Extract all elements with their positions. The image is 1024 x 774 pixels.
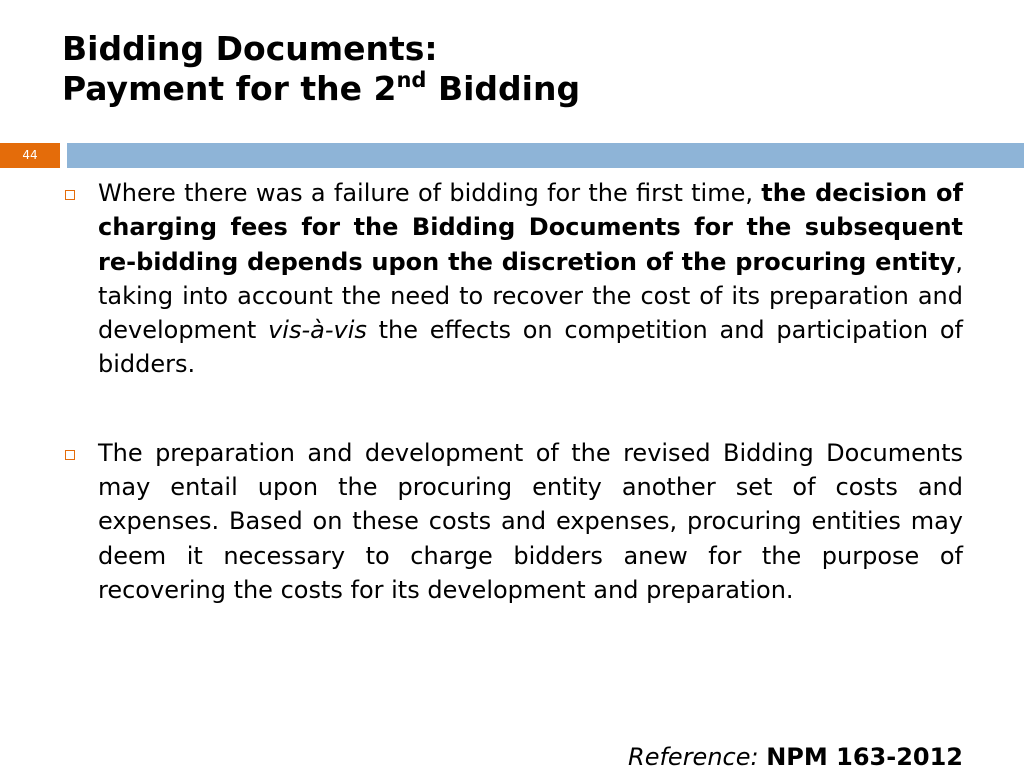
slide-body bbox=[60, 176, 963, 607]
slide-number-badge bbox=[0, 143, 60, 168]
bullet-text-2: The preparation and development of the revised Bidding Documents may entail upon the procuring entity another set of costs and expenses. Based on these costs and expenses, procuring entities may deem it necessary to charge bidders anew for the purpose of recovering the costs for its development and preparation. bbox=[98, 438, 963, 604]
hollow-square-bullet-icon bbox=[65, 190, 75, 200]
reference-label: Reference: bbox=[628, 743, 759, 771]
bullet-1-intro: Where there was a failure of bidding for the first time, bbox=[98, 179, 762, 207]
bullet-item-1 bbox=[60, 176, 963, 382]
bullet-1-bold-phrase: the decision of charging fees for the Bidding Documents for the subsequent re-bidding depends upon the discretion of the procuring entity bbox=[98, 179, 963, 276]
bullet-item-2 bbox=[60, 436, 963, 607]
slide-title-line-2 bbox=[62, 69, 1002, 109]
bullet-1-italic-phrase: vis-à-vis bbox=[268, 316, 367, 345]
slide-title-line-2-prefix: Payment for the 2 bbox=[62, 69, 397, 108]
slide-title-line-2-suffix: Bidding bbox=[426, 69, 581, 108]
slide-title-line-1: Bidding Documents: bbox=[62, 29, 438, 68]
bullet-1-middle: , taking into account the need to recover the cost of its preparation and development bbox=[98, 247, 963, 345]
bullet-1-ending: the effects on competition and participation of bidders. bbox=[98, 316, 963, 379]
slide-title-superscript: nd bbox=[396, 68, 427, 92]
slide-number: 44 bbox=[22, 148, 38, 162]
title-divider-bar bbox=[67, 143, 1024, 168]
reference-value: NPM 163-2012 bbox=[766, 743, 963, 771]
hollow-square-bullet-icon bbox=[65, 450, 75, 460]
reference-note bbox=[300, 740, 963, 774]
slide-title bbox=[62, 29, 1002, 109]
bullet-text-1 bbox=[98, 176, 963, 382]
